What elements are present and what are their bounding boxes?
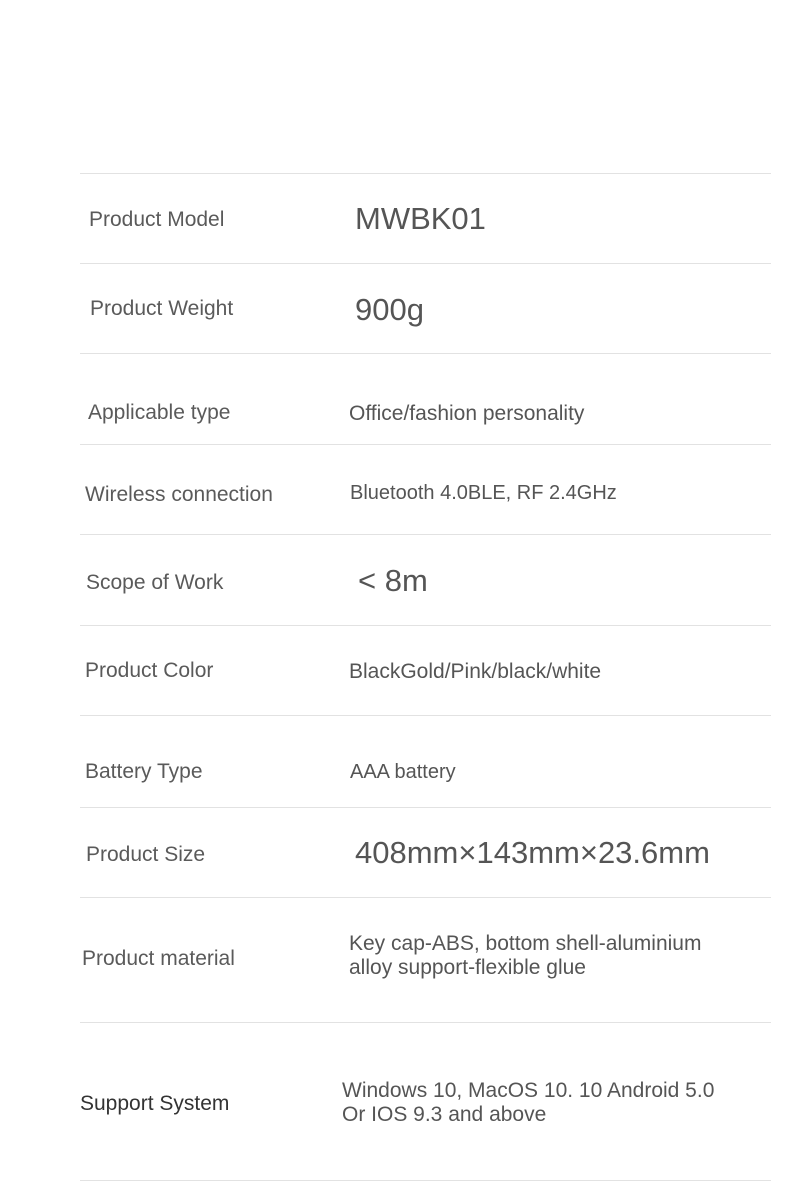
- spec-row-product-model: [80, 173, 771, 264]
- spec-row-support-system: [80, 1022, 771, 1181]
- spec-row-product-color: [80, 625, 771, 716]
- spec-label: Scope of Work: [86, 571, 224, 594]
- spec-label: Wireless connection: [85, 483, 273, 506]
- spec-row-product-size: [80, 807, 771, 898]
- spec-row-product-material: [80, 897, 771, 1023]
- spec-value: Bluetooth 4.0BLE, RF 2.4GHz: [350, 482, 617, 504]
- spec-label: Product Weight: [90, 297, 234, 320]
- spec-value: 900g: [355, 292, 424, 327]
- spec-label: Product Size: [86, 843, 206, 866]
- spec-value: MWBK01: [355, 201, 486, 236]
- spec-label: Support System: [80, 1092, 230, 1115]
- spec-value: Key cap-ABS, bottom shell-aluminium alloy support-flexible glue: [349, 932, 702, 979]
- spec-row-battery-type: [80, 715, 771, 808]
- spec-row-product-weight: [80, 263, 771, 354]
- spec-value: < 8m: [358, 563, 428, 598]
- spec-value: Office/fashion personality: [349, 402, 585, 425]
- spec-value: Windows 10, MacOS 10. 10 Android 5.0 Or IOS 9.3 and above: [342, 1079, 715, 1126]
- spec-label: Product Color: [85, 659, 214, 682]
- spec-value: AAA battery: [350, 761, 456, 783]
- spec-row-scope-of-work: [80, 534, 771, 626]
- spec-row-applicable-type: [80, 353, 771, 445]
- spec-label: Product Model: [89, 208, 225, 231]
- spec-label: Product material: [82, 947, 235, 970]
- spec-value: BlackGold/Pink/black/white: [349, 660, 602, 683]
- spec-row-wireless-connection: [80, 444, 771, 535]
- spec-label: Battery Type: [85, 760, 203, 783]
- spec-value: 408mm×143mm×23.6mm: [355, 835, 710, 870]
- spec-label: Applicable type: [88, 401, 231, 424]
